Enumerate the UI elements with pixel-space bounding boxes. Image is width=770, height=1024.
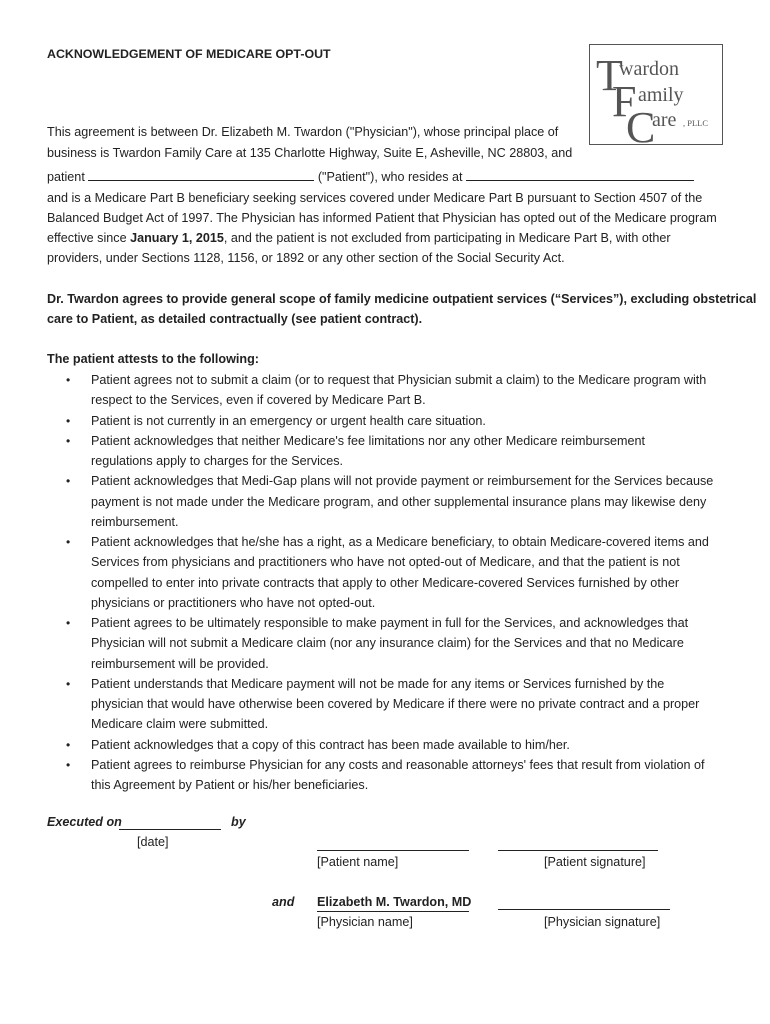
patient-name-blank[interactable] bbox=[88, 167, 314, 181]
attest-item-1-line-2: respect to the Services, even if covered by Medicare Part B. bbox=[91, 393, 426, 408]
intro-line-5: Balanced Budget Act of 1997. The Physician has informed Patient that Physician has opted out of the Medicare program bbox=[47, 211, 717, 225]
attest-item-9-line-2: this Agreement by Patient or his/her beneficiaries. bbox=[91, 778, 369, 792]
intro-line-7: providers, under Sections 1128, 1156, or 1892 or any other section of the Social Security Act. bbox=[47, 251, 565, 265]
document-title: ACKNOWLEDGEMENT OF MEDICARE OPT-OUT bbox=[47, 47, 331, 61]
scope-line-1: Dr. Twardon agrees to provide general scope of family medicine outpatient services (“Services”), excluding obstetrical bbox=[47, 292, 757, 306]
bullet-marker: • bbox=[66, 413, 71, 428]
logo-word-wardon: wardon bbox=[619, 58, 679, 80]
bullet-marker: • bbox=[66, 737, 71, 752]
and-label: and bbox=[272, 895, 295, 909]
patient-signature-label: [Patient signature] bbox=[544, 855, 646, 869]
attest-item-7-line-1: Patient understands that Medicare payment will not be made for any items or Services furnished by the bbox=[91, 676, 665, 691]
physician-signature-line[interactable] bbox=[498, 909, 670, 910]
attest-item-3-line-1: Patient acknowledges that neither Medicare's fee limitations nor any other Medicare reimbursement bbox=[91, 433, 646, 448]
executed-on-label: Executed on bbox=[47, 815, 122, 829]
attest-item-6-line-2: Physician will not submit a Medicare claim (nor any insurance claim) for the Services and that no Medicare bbox=[91, 636, 684, 651]
patient-name-line[interactable] bbox=[317, 850, 469, 851]
attest-item-7-line-3: Medicare claim were submitted. bbox=[91, 717, 269, 732]
physician-name: Elizabeth M. Twardon, MD bbox=[317, 895, 472, 909]
patient-resides-text: ("Patient"), who resides at bbox=[317, 170, 463, 184]
attest-item-5-line-3: compelled to enter into private contracts that apply to other Medicare-covered Services furnished by other bbox=[91, 575, 680, 590]
attest-item-2-line-1: Patient is not currently in an emergency or urgent health care situation. bbox=[91, 413, 486, 428]
patient-address-blank[interactable] bbox=[466, 167, 694, 181]
physician-signature-label: [Physician signature] bbox=[544, 915, 661, 929]
bullet-marker: • bbox=[66, 676, 71, 691]
logo-word-are: are bbox=[652, 109, 677, 131]
intro-line-3 bbox=[47, 167, 694, 187]
logo-letter-f: F bbox=[612, 77, 637, 126]
attest-item-5-line-4: physicians or practitioners who have not opted-out. bbox=[91, 595, 376, 610]
intro-line-1: This agreement is between Dr. Elizabeth M. Twardon ("Physician"), whose principal place of bbox=[47, 125, 559, 139]
attest-item-6-line-1: Patient agrees to be ultimately responsible to make payment in full for the Services, and acknowledges that bbox=[91, 616, 689, 630]
logo-suffix-pllc: , PLLC bbox=[683, 118, 709, 128]
date-label: [date] bbox=[137, 835, 169, 849]
logo-letter-c: C bbox=[626, 103, 656, 144]
attest-item-4-line-3: reimbursement. bbox=[91, 514, 179, 529]
patient-name-label: [Patient name] bbox=[317, 855, 399, 869]
bullet-marker: • bbox=[66, 535, 71, 549]
physician-name-underline bbox=[317, 911, 469, 912]
attest-item-5-line-1: Patient acknowledges that he/she has a right, as a Medicare beneficiary, to obtain Medicare-covered items and bbox=[91, 535, 709, 549]
attest-item-5-line-2: Services from physicians and practitioners who have not opted-out of Medicare, and that the patient is not bbox=[91, 555, 680, 570]
attest-item-4-line-2: payment is not made under the Medicare program, and other supplemental insurance plans may likewise deny bbox=[91, 494, 707, 509]
attest-item-3-line-2: regulations apply to charges for the Services. bbox=[91, 454, 344, 468]
attest-item-8-line-1: Patient acknowledges that a copy of this contract has been made available to him/her. bbox=[91, 737, 570, 752]
logo-letter-t: T bbox=[596, 51, 623, 100]
effective-date: January 1, 2015 bbox=[130, 231, 224, 245]
logo-word-amily: amily bbox=[638, 84, 684, 106]
intro-line-6 bbox=[47, 228, 671, 248]
by-label: by bbox=[231, 815, 246, 829]
date-blank[interactable] bbox=[119, 829, 221, 830]
attest-item-6-line-3: reimbursement will be provided. bbox=[91, 656, 269, 671]
effective-text-rest: , and the patient is not excluded from participating in Medicare Part B, with other bbox=[223, 231, 671, 245]
attest-heading: The patient attests to the following: bbox=[47, 352, 259, 366]
twardon-family-care-logo bbox=[589, 44, 723, 145]
intro-line-4: and is a Medicare Part B beneficiary seeking services covered under Medicare Part B pursuant to Section 4507 of the bbox=[47, 191, 703, 205]
attest-item-7-line-2: physician that would have otherwise been covered by Medicare if there were no private contract and a proper bbox=[91, 697, 700, 711]
physician-name-label: [Physician name] bbox=[317, 915, 413, 929]
scope-line-2: care to Patient, as detailed contractually (see patient contract). bbox=[47, 312, 423, 326]
effective-text: effective since bbox=[47, 231, 127, 245]
patient-signature-line[interactable] bbox=[498, 850, 658, 851]
bullet-marker: • bbox=[66, 616, 71, 630]
attest-item-1-line-1: Patient agrees not to submit a claim (or to request that Physician submit a claim) to the Medicare program with bbox=[91, 373, 707, 387]
attest-item-4-line-1: Patient acknowledges that Medi-Gap plans will not provide payment or reimbursement for the Services because bbox=[91, 474, 714, 489]
bullet-marker: • bbox=[66, 757, 71, 772]
logo-graphic bbox=[590, 45, 722, 144]
bullet-marker: • bbox=[66, 373, 71, 387]
bullet-marker: • bbox=[66, 433, 71, 448]
attest-item-9-line-1: Patient agrees to reimburse Physician for any costs and reasonable attorneys' fees that result from violation of bbox=[91, 757, 705, 772]
intro-line-2: business is Twardon Family Care at 135 Charlotte Highway, Suite E, Asheville, NC 28803, and bbox=[47, 146, 573, 160]
patient-word: patient bbox=[47, 170, 85, 184]
bullet-marker: • bbox=[66, 474, 71, 489]
